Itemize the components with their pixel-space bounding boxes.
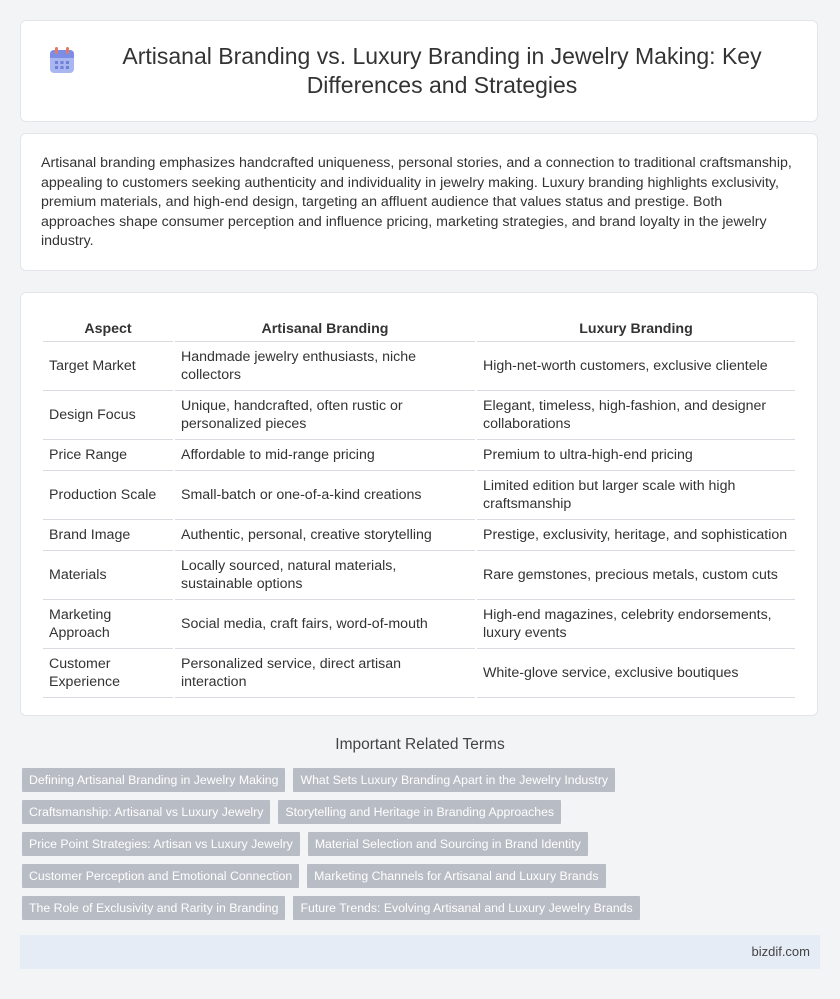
table-cell: Social media, craft fairs, word-of-mouth: [175, 600, 475, 649]
table-row: [43, 551, 795, 600]
table-cell: Locally sourced, natural materials, sustainable options: [175, 551, 475, 600]
related-term-tag[interactable]: Material Selection and Sourcing in Brand Identity: [308, 832, 588, 856]
table-cell: Elegant, timeless, high-fashion, and designer collaborations: [477, 391, 795, 440]
table-cell: Premium to ultra-high-end pricing: [477, 440, 795, 471]
page-footer: [20, 935, 820, 969]
table-cell: High-net-worth customers, exclusive clientele: [477, 342, 795, 391]
column-header-artisanal: Artisanal Branding: [175, 313, 475, 342]
related-term-tag[interactable]: Storytelling and Heritage in Branding Approaches: [278, 800, 561, 824]
table-cell: Personalized service, direct artisan interaction: [175, 649, 475, 698]
page-header: [20, 20, 818, 122]
column-header-aspect: Aspect: [43, 313, 173, 342]
table-cell: Materials: [43, 551, 173, 600]
related-term-tag[interactable]: Price Point Strategies: Artisan vs Luxury Jewelry: [22, 832, 300, 856]
table-cell: Customer Experience: [43, 649, 173, 698]
column-header-luxury: Luxury Branding: [477, 313, 795, 342]
table-cell: Unique, handcrafted, often rustic or personalized pieces: [175, 391, 475, 440]
table-row: [43, 342, 795, 391]
related-term-tag[interactable]: The Role of Exclusivity and Rarity in Branding: [22, 896, 285, 920]
table-cell: Limited edition but larger scale with high craftsmanship: [477, 471, 795, 520]
comparison-table: [41, 313, 797, 698]
related-term-tag[interactable]: Defining Artisanal Branding in Jewelry Making: [22, 768, 285, 792]
related-term-tag[interactable]: What Sets Luxury Branding Apart in the Jewelry Industry: [293, 768, 615, 792]
intro-section: [20, 133, 818, 271]
related-term-tag[interactable]: Customer Perception and Emotional Connection: [22, 864, 299, 888]
page-title: Artisanal Branding vs. Luxury Branding in Jewelry Making: Key Differences and Strategies: [122, 43, 762, 98]
calendar-icon: [49, 46, 75, 74]
footer-site-link[interactable]: bizdif.com: [751, 944, 810, 959]
table-row: [43, 600, 795, 649]
table-cell: Production Scale: [43, 471, 173, 520]
intro-text: Artisanal branding emphasizes handcrafted uniqueness, personal stories, and a connection to traditional craftsmanship, appealing to customers seeking authenticity and individuality in jewelry making. Luxury branding highlights exclusivity, premium materials, and high-end design, targeting an affluent audience that values status and prestige. Both approaches shape consumer perception and influence pricing, marketing strategies, and brand loyalty in the jewelry industry.: [41, 155, 792, 250]
table-cell: White-glove service, exclusive boutiques: [477, 649, 795, 698]
table-cell: Design Focus: [43, 391, 173, 440]
related-term-tag[interactable]: Craftsmanship: Artisanal vs Luxury Jewelry: [22, 800, 270, 824]
related-terms-title: Important Related Terms: [335, 736, 505, 753]
related-term-tag[interactable]: Future Trends: Evolving Artisanal and Luxury Jewelry Brands: [293, 896, 639, 920]
table-header-row: [43, 313, 795, 342]
table-row: [43, 649, 795, 698]
table-cell: Affordable to mid-range pricing: [175, 440, 475, 471]
table-cell: Target Market: [43, 342, 173, 391]
table-cell: Marketing Approach: [43, 600, 173, 649]
table-cell: Prestige, exclusivity, heritage, and sophistication: [477, 520, 795, 551]
table-row: [43, 391, 795, 440]
table-cell: Price Range: [43, 440, 173, 471]
table-cell: Authentic, personal, creative storytelling: [175, 520, 475, 551]
table-cell: High-end magazines, celebrity endorsements, luxury events: [477, 600, 795, 649]
table-row: [43, 471, 795, 520]
table-row: [43, 440, 795, 471]
comparison-table-card: [20, 292, 818, 716]
table-cell: Rare gemstones, precious metals, custom cuts: [477, 551, 795, 600]
table-cell: Brand Image: [43, 520, 173, 551]
table-cell: Handmade jewelry enthusiasts, niche collectors: [175, 342, 475, 391]
related-term-tag[interactable]: Marketing Channels for Artisanal and Luxury Brands: [307, 864, 605, 888]
related-terms-list: [22, 768, 822, 928]
table-cell: Small-batch or one-of-a-kind creations: [175, 471, 475, 520]
table-row: [43, 520, 795, 551]
